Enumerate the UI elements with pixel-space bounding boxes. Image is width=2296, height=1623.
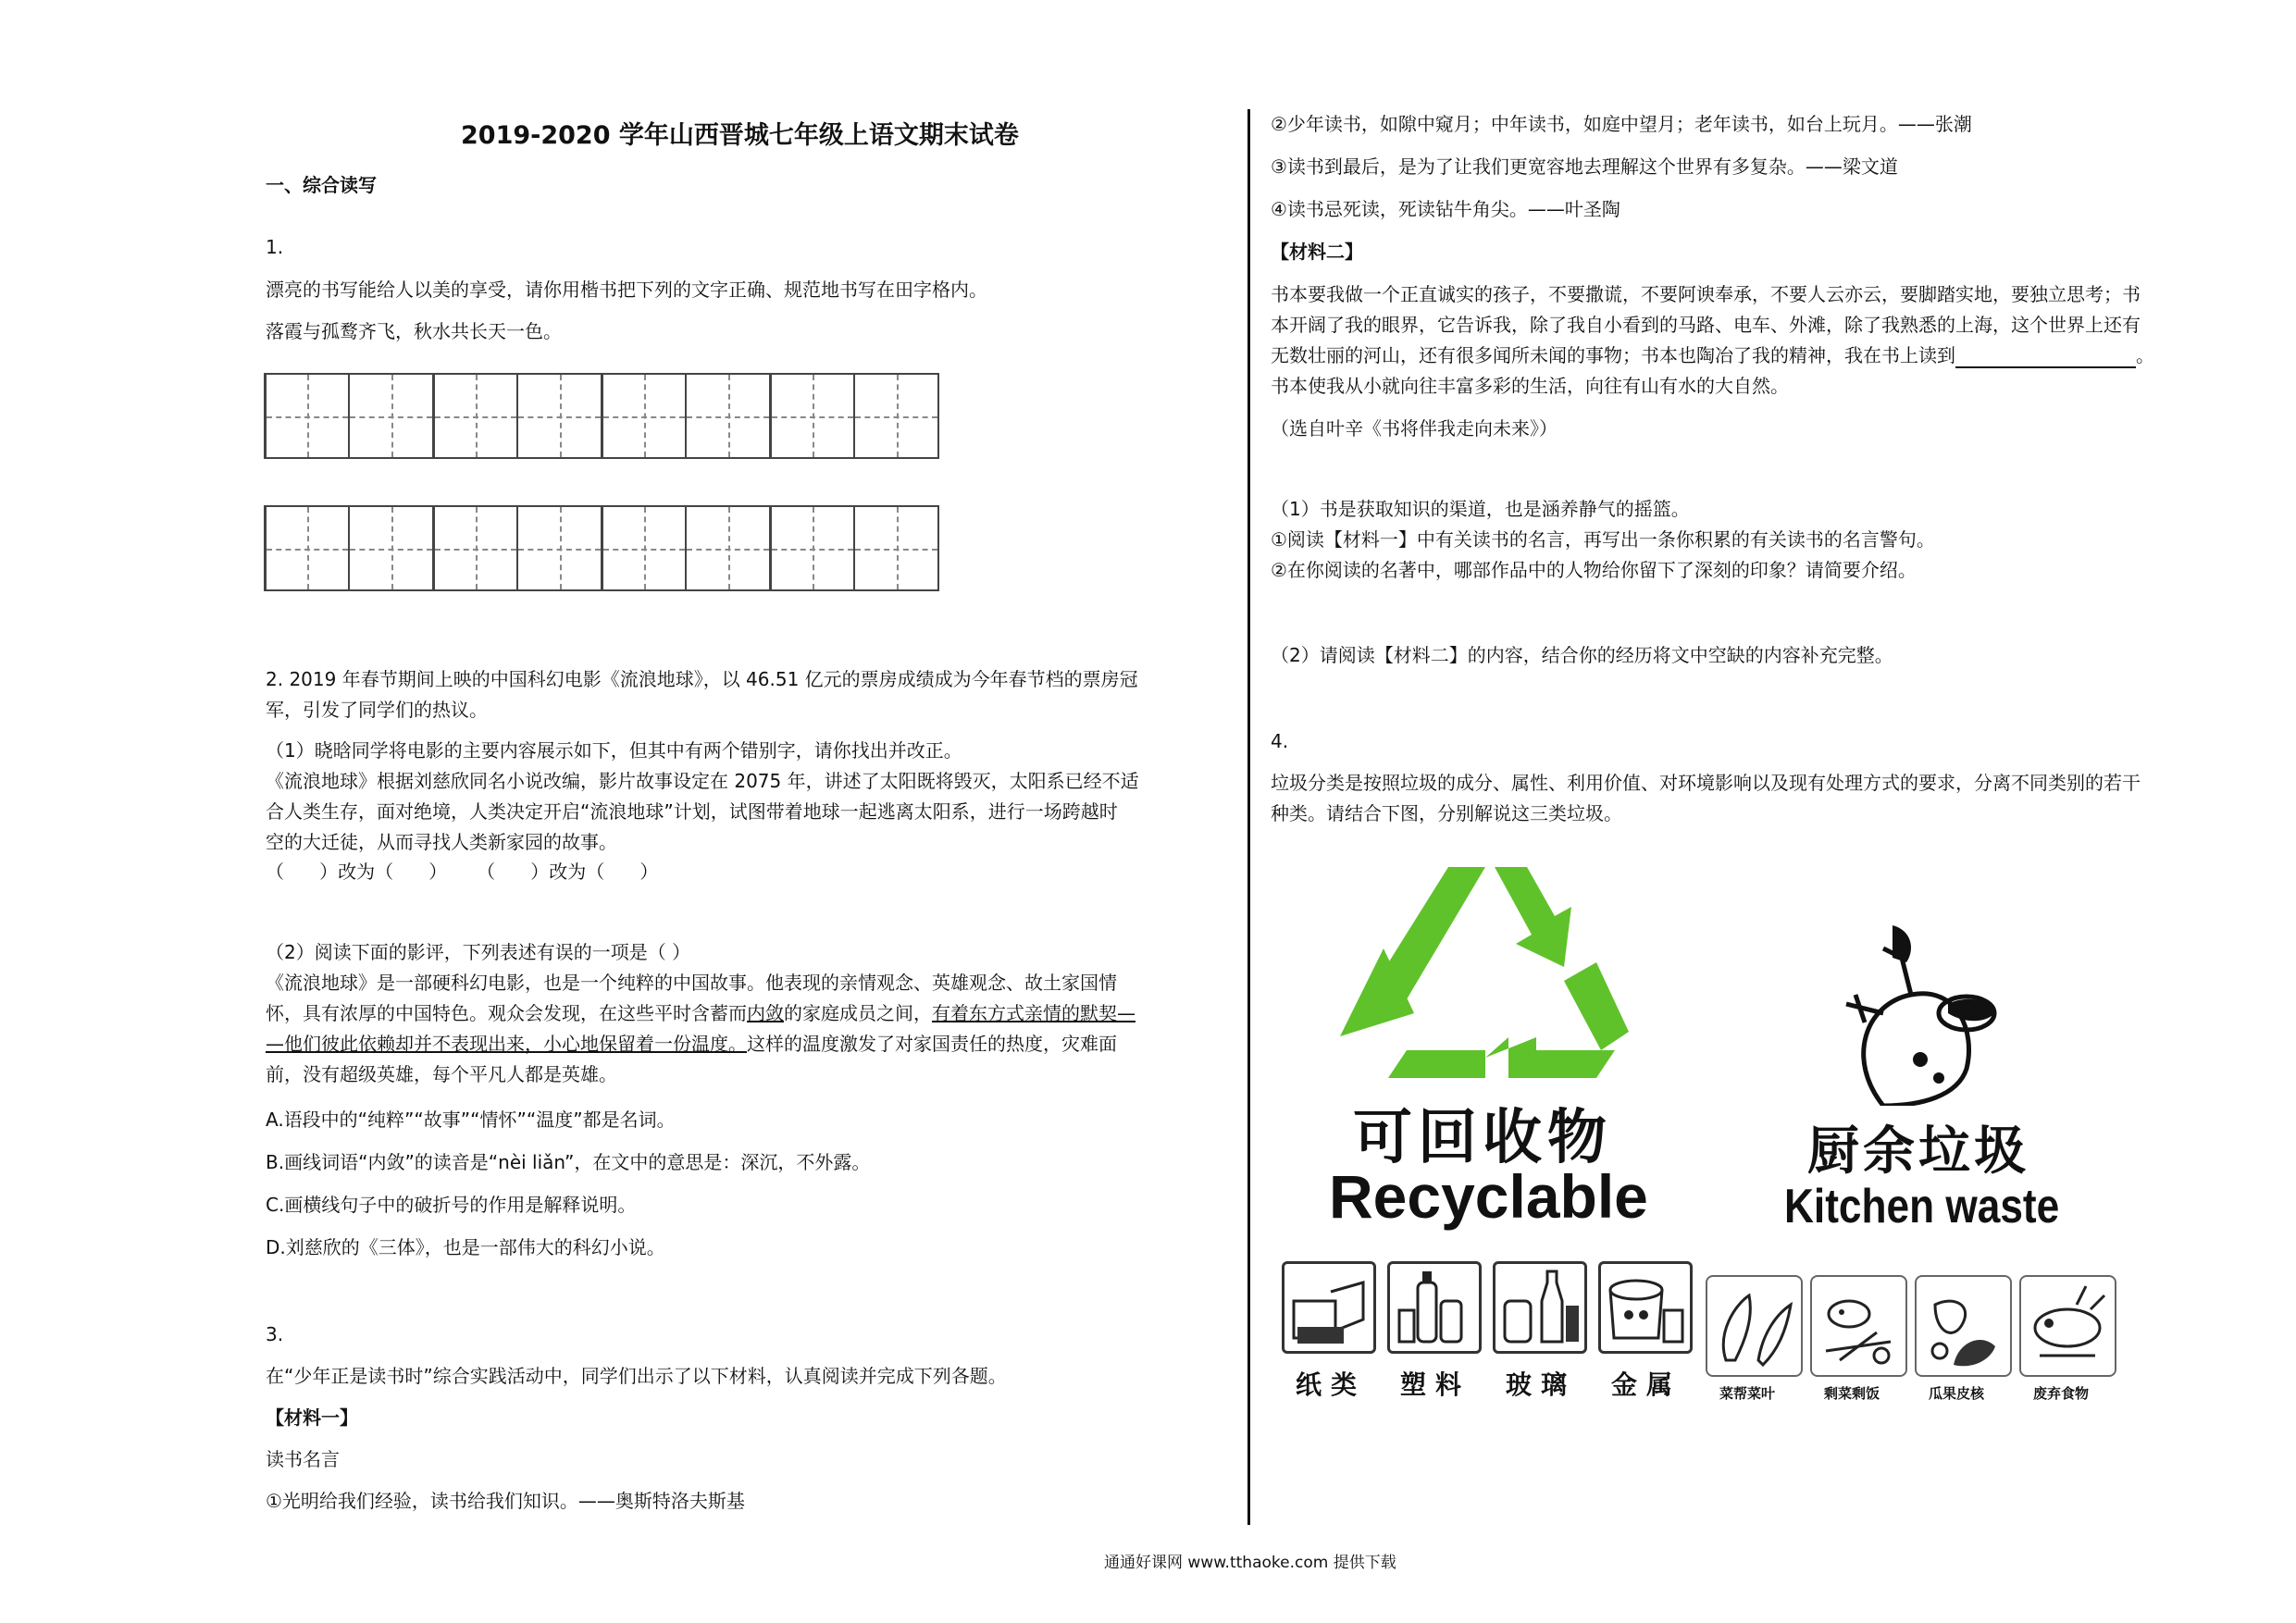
q1-instruction: 漂亮的书写能给人以美的享受，请你用楷书把下列的文字正确、规范地书写在田字格内。 (266, 279, 987, 301)
material2-line4: 书本使我从小就向往丰富多彩的生活，向往有山有水的大自然。 (1271, 375, 1789, 397)
category-label-plastic: 塑料 (1400, 1369, 1471, 1400)
q2-part2-line4: 前，没有超级英雄，每个平凡人都是英雄。 (266, 1063, 617, 1085)
q2-part1-blanks: （ ）改为（ ） （ ）改为（ ） (266, 861, 659, 883)
q1-number: 1. (266, 236, 284, 258)
glass-icon (1493, 1261, 1587, 1354)
footer-text: 通通好课网 www.tthaoke.com 提供下载 (1104, 1554, 1396, 1572)
material2-line3 (1271, 342, 2154, 368)
q2-part1-line1: 《流浪地球》根据刘慈欣同名小说改编，影片故事设定在 2075 年，讲述了太阳既将毁灭，太阳系已经不适 (266, 770, 1139, 792)
category-label-metal: 金属 (1611, 1369, 1682, 1400)
option-d: D.刘慈欣的《三体》，也是一部伟大的科幻小说。 (266, 1236, 665, 1258)
quote-4: ④读书忌死读，死读钻牛角尖。——叶圣陶 (1271, 198, 1620, 220)
category-label-paper: 纸类 (1296, 1369, 1367, 1400)
category-label-discarded-food: 废弃食物 (2033, 1385, 2090, 1402)
kitchen-title-cn: 厨余垃圾 (1807, 1121, 2029, 1182)
q2-part1-line2: 合人类生存，面对绝境，人类决定开启“流浪地球”计划，试图带着地球一起逃离太阳系，进行一场跨越时 (266, 800, 1118, 823)
discarded-food-icon (2019, 1275, 2116, 1377)
plastic-icon (1387, 1261, 1482, 1354)
column-divider (1247, 109, 1250, 1525)
tianzige-grid-row-1 (266, 373, 939, 459)
option-b: B.画线词语“内敛”的读音是“nèi liǎn”，在文中的意思是：深沉，不外露。 (266, 1151, 871, 1173)
q4-number: 4. (1271, 730, 1289, 752)
q2-part2-line2-a: 怀，具有浓厚的中国特色。观众会发现，在这些平时含蓄而 (266, 1002, 747, 1024)
kitchen-waste-icon (1828, 921, 2013, 1106)
q3-sub1: （1）书是获取知识的渠道，也是涵养静气的摇篮。 (1271, 498, 1690, 520)
material2-heading: 【材料二】 (1271, 241, 1363, 263)
fruit-peel-icon (1915, 1275, 2012, 1377)
q2-part2-line2-c: 的家庭成员之间， (784, 1002, 932, 1024)
q4-line1: 垃圾分类是按照垃圾的成分、属性、利用价值、对环境影响以及现有处理方式的要求，分离不同类别的若干 (1271, 772, 2141, 794)
page-title: 2019-2020 学年山西晋城七年级上语文期末试卷 (461, 121, 1019, 150)
section-heading: 一、综合读写 (266, 174, 377, 196)
category-label-leftovers: 剩菜剩饭 (1824, 1385, 1880, 1402)
paper-icon (1282, 1261, 1376, 1354)
q2-part2-line2 (266, 1000, 1136, 1026)
q2-intro-line2: 军，引发了同学们的热议。 (266, 699, 488, 721)
quote-3: ③读书到最后，是为了让我们更宽容地去理解这个世界有多复杂。——梁文道 (1271, 155, 1898, 178)
material1-heading: 【材料一】 (266, 1406, 358, 1429)
recyclable-title-en: Recyclable (1329, 1162, 1648, 1231)
fill-in-blank[interactable] (1955, 346, 2136, 368)
material2-line3-end: 。 (2136, 344, 2154, 366)
underlined-word-neilian: 内敛 (747, 1002, 784, 1024)
recycle-triangle-icon (1333, 856, 1629, 1083)
category-label-vegetables: 菜帮菜叶 (1719, 1385, 1776, 1402)
q4-line2: 种类。请结合下图，分别解说这三类垃圾。 (1271, 802, 1622, 824)
category-label-fruit-peels: 瓜果皮核 (1929, 1385, 1985, 1402)
leftover-food-icon (1810, 1275, 1907, 1377)
quote-1: ①光明给我们经验，读书给我们知识。——奥斯特洛夫斯基 (266, 1490, 745, 1512)
material1-subtitle: 读书名言 (266, 1448, 340, 1470)
q2-part2-line3-b: 这样的温度激发了对家国责任的热度，灾难面 (747, 1033, 1117, 1055)
q3-sub2: （2）请阅读【材料二】的内容，结合你的经历将文中空缺的内容补充完整。 (1271, 644, 1893, 666)
vegetable-leaves-icon (1706, 1275, 1803, 1377)
material2-line2: 本开阔了我的眼界，它告诉我，除了我自小看到的马路、电车、外滩，除了我熟悉的上海，这个世界上还有 (1271, 314, 2141, 336)
material2-line1: 书本要我做一个正直诚实的孩子，不要撒谎，不要阿谀奉承，不要人云亦云，要脚踏实地，要独立思考；书 (1271, 283, 2141, 305)
q3-number: 3. (266, 1323, 284, 1345)
category-label-glass: 玻璃 (1506, 1369, 1577, 1400)
q3-intro: 在“少年正是读书时”综合实践活动中，同学们出示了以下材料，认真阅读并完成下列各题。 (266, 1365, 1007, 1387)
q1-text: 落霞与孤鹜齐飞，秋水共长天一色。 (266, 320, 562, 342)
underlined-sentence-part1: 有着东方式亲情的默契— (932, 1002, 1136, 1024)
q3-sub1-a: ①阅读【材料一】中有关读书的名言，再写出一条你积累的有关读书的名言警句。 (1271, 528, 1935, 551)
material2-source: （选自叶辛《书将伴我走向未来》） (1271, 417, 1558, 440)
metal-icon (1598, 1261, 1693, 1354)
option-a: A.语段中的“纯粹”“故事”“情怀”“温度”都是名词。 (266, 1109, 676, 1131)
q2-part1-title: （1）晓晗同学将电影的主要内容展示如下，但其中有两个错别字，请你找出并改正。 (266, 739, 962, 762)
q2-part2-line1: 《流浪地球》是一部硬科幻电影，也是一个纯粹的中国故事。他表现的亲情观念、英雄观念、故土家国情 (266, 972, 1117, 994)
quote-2: ②少年读书，如隙中窥月；中年读书，如庭中望月；老年读书，如台上玩月。——张潮 (1271, 113, 1972, 135)
q2-part2-title: （2）阅读下面的影评，下列表述有误的一项是（ ） (266, 941, 691, 963)
material2-line3-text: 无数壮丽的河山，还有很多闻所未闻的事物；书本也陶冶了我的精神，我在书上读到 (1271, 344, 1955, 366)
option-c: C.画横线句子中的破折号的作用是解释说明。 (266, 1194, 637, 1216)
q2-part2-line3 (266, 1031, 1117, 1057)
underlined-sentence-part2: —他们彼此依赖却并不表现出来，小心地保留着一份温度。 (266, 1033, 747, 1055)
kitchen-title-en: Kitchen waste (1784, 1180, 2060, 1233)
q2-intro-line1: 2. 2019 年春节期间上映的中国科幻电影《流浪地球》，以 46.51 亿元的票房成绩成为今年春节档的票房冠 (266, 668, 1138, 690)
q3-sub1-b: ②在你阅读的名著中，哪部作品中的人物给你留下了深刻的印象？请简要介绍。 (1271, 559, 1917, 581)
recyclable-title-cn: 可回收物 (1353, 1104, 1612, 1172)
q2-part1-line3: 空的大迁徒，从而寻找人类新家园的故事。 (266, 831, 617, 853)
tianzige-grid-row-2 (266, 505, 939, 591)
